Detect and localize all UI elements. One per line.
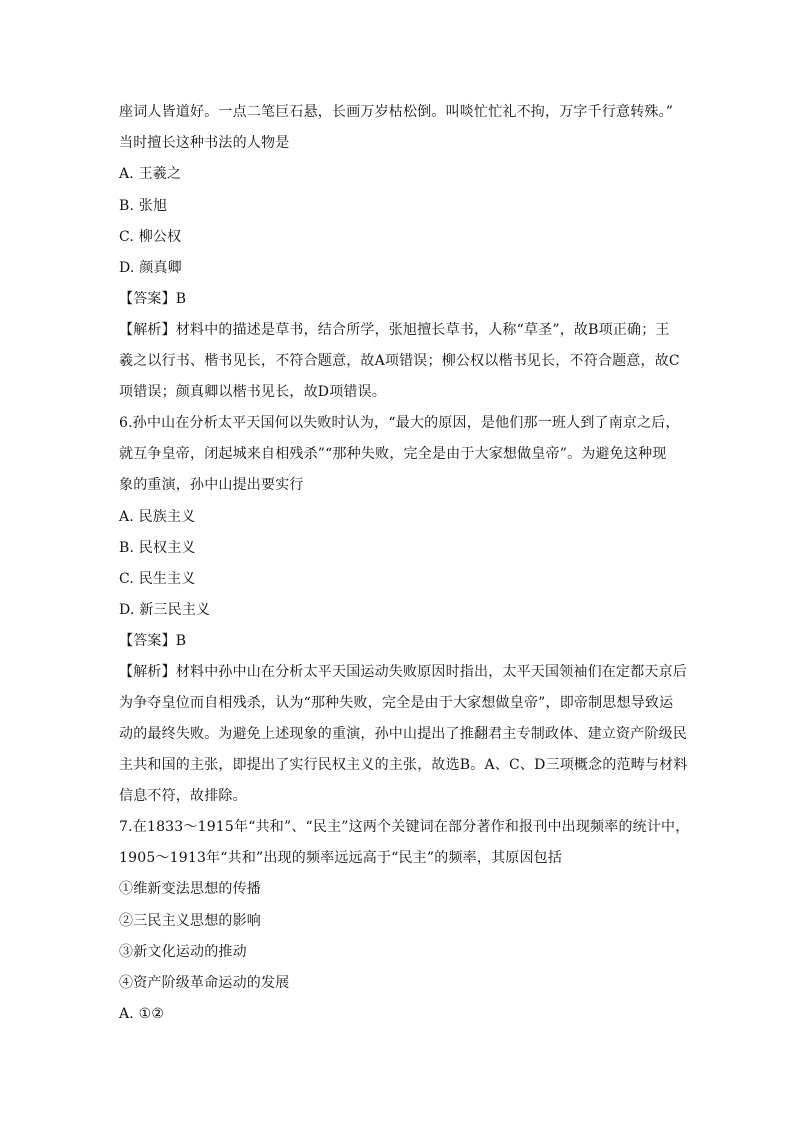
question-line: 7.在1833～1915年“共和”、“民主”这两个关键词在部分著作和报刊中出现频率的统计中， bbox=[119, 819, 690, 835]
analysis-line: 动的最终失败。为避免上述现象的重演，孙中山提出了推翻君主专制政体、建立资产阶级民 bbox=[119, 726, 687, 742]
statement-line: ④资产阶级革命运动的发展 bbox=[119, 975, 290, 991]
analysis-line: 项错误；颜真卿以楷书见长，故D项错误。 bbox=[119, 384, 387, 400]
analysis-line: 主共和国的主张，即提出了实行民权主义的主张，故选B。A、C、D三项概念的范畴与材料 bbox=[119, 757, 688, 773]
text-line: 座词人皆道好。一点二笔巨石悬，长画万岁枯松倒。叫啖忙忙礼不拘，万字千行意转殊。” bbox=[119, 104, 674, 120]
question-line: 6.孙中山在分析太平天国何以失败时认为，“最大的原因，是他们那一班人到了南京之后， bbox=[119, 415, 680, 431]
option-c: C. 民生主义 bbox=[119, 571, 196, 587]
statement-line: ③新文化运动的推动 bbox=[119, 944, 247, 960]
option-a: A. 王羲之 bbox=[119, 166, 182, 182]
answer-line: 【答案】B bbox=[119, 633, 187, 649]
statement-line: ①维新变法思想的传播 bbox=[119, 881, 261, 897]
option-a: A. ①② bbox=[119, 1006, 165, 1022]
text-line: 当时擅长这种书法的人物是 bbox=[119, 135, 290, 151]
statement-line: ②三民主义思想的影响 bbox=[119, 913, 261, 929]
analysis-line: 为争夺皇位而自相残杀，认为“那种失败，完全是由于大家想做皇帝”，即帝制思想导致运 bbox=[119, 695, 674, 711]
answer-line: 【答案】B bbox=[119, 291, 187, 307]
question-line: 1905～1913年“共和”出现的频率远远高于“民主”的频率，其原因包括 bbox=[119, 850, 563, 866]
option-d: D. 新三民主义 bbox=[119, 602, 211, 618]
option-b: B. 民权主义 bbox=[119, 540, 196, 556]
question-line: 象的重演，孙中山提出要实行 bbox=[119, 477, 304, 493]
option-a: A. 民族主义 bbox=[119, 509, 196, 525]
option-c: C. 柳公权 bbox=[119, 229, 182, 245]
analysis-line: 羲之以行书、楷书见长，不符合题意，故A项错误；柳公权以楷书见长，不符合题意，故C bbox=[119, 353, 680, 369]
question-line: 就互争皇帝，闭起城来自相残杀”“那种失败，完全是由于大家想做皇帝”。为避免这种现 bbox=[119, 446, 667, 462]
analysis-line: 信息不符，故排除。 bbox=[119, 788, 247, 804]
option-d: D. 颜真卿 bbox=[119, 260, 182, 276]
analysis-line: 【解析】材料中孙中山在分析太平天国运动失败原因时指出，太平天国领袖们在定都天京后 bbox=[119, 664, 687, 680]
option-b: B. 张旭 bbox=[119, 198, 168, 214]
analysis-line: 【解析】材料中的描述是草书，结合所学，张旭擅长草书，人称“草圣”，故B项正确；王 bbox=[119, 322, 670, 338]
